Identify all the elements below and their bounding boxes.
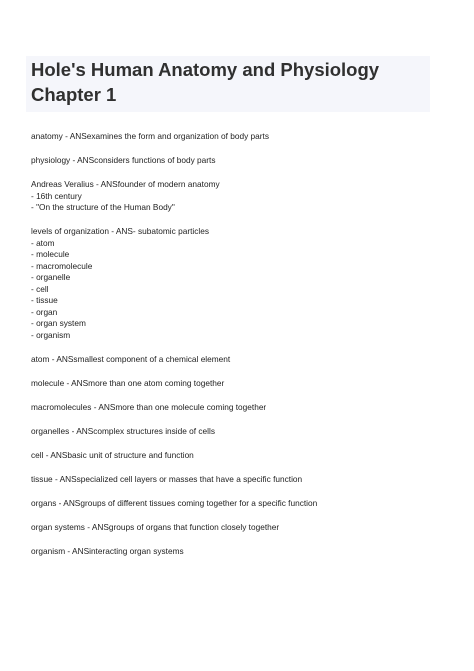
- entry-term: organs - ANSgroups of different tissues coming together for a specific function: [31, 497, 318, 508]
- entry-anatomy: [31, 131, 451, 143]
- entry-detail: - atom: [31, 237, 55, 248]
- entry-term: atom - ANSsmallest component of a chemical element: [31, 353, 231, 364]
- entry-detail: - organ system: [31, 318, 86, 328]
- page-title: Hole's Human Anatomy and Physiology Chapter 1: [31, 59, 380, 105]
- entry-detail: - tissue: [31, 295, 58, 305]
- entry-organelles: [31, 426, 451, 438]
- entry-tissue: [31, 474, 451, 486]
- entry-detail: - organ: [31, 306, 58, 317]
- entry-detail: - organelle: [31, 272, 71, 282]
- entry-andreas-veralius: [31, 179, 451, 214]
- entry-term: Andreas Veralius - ANSfounder of modern anatomy: [31, 179, 220, 189]
- entry-term: tissue - ANSspecialized cell layers or masses that have a specific function: [31, 473, 303, 484]
- entry-term: physiology - ANSconsiders functions of body parts: [31, 155, 216, 165]
- entry-detail: - "On the structure of the Human Body": [31, 202, 175, 212]
- entry-detail: - organism: [31, 329, 71, 340]
- entry-term: organism - ANSinteracting organ systems: [31, 545, 184, 556]
- entry-term: organelles - ANScomplex structures inside of cells: [31, 425, 215, 436]
- entry-term: cell - ANSbasic unit of structure and function: [31, 449, 194, 460]
- entry-organism: [31, 546, 451, 558]
- entry-physiology: [31, 155, 451, 167]
- entry-macromolecules: [31, 402, 451, 414]
- flashcard-list: [31, 131, 451, 557]
- entry-term: molecule - ANSmore than one atom coming together: [31, 377, 225, 388]
- entry-term: anatomy - ANSexamines the form and organization of body parts: [31, 131, 269, 141]
- entry-term: macromolecules - ANSmore than one molecule coming together: [31, 401, 267, 412]
- entry-detail: - cell: [31, 283, 49, 294]
- entry-detail: - macromolecule: [31, 260, 93, 271]
- entry-levels-of-organization: [31, 226, 451, 341]
- entry-term: organ systems - ANSgroups of organs that function closely together: [31, 521, 280, 532]
- entry-molecule: [31, 378, 451, 390]
- entry-organs: [31, 498, 451, 510]
- entry-detail: - molecule: [31, 249, 70, 259]
- entry-organ-systems: [31, 522, 451, 534]
- entry-detail: - 16th century: [31, 190, 82, 201]
- entry-cell: [31, 450, 451, 462]
- entry-term: levels of organization - ANS- subatomic particles: [31, 226, 210, 236]
- entry-atom: [31, 354, 451, 366]
